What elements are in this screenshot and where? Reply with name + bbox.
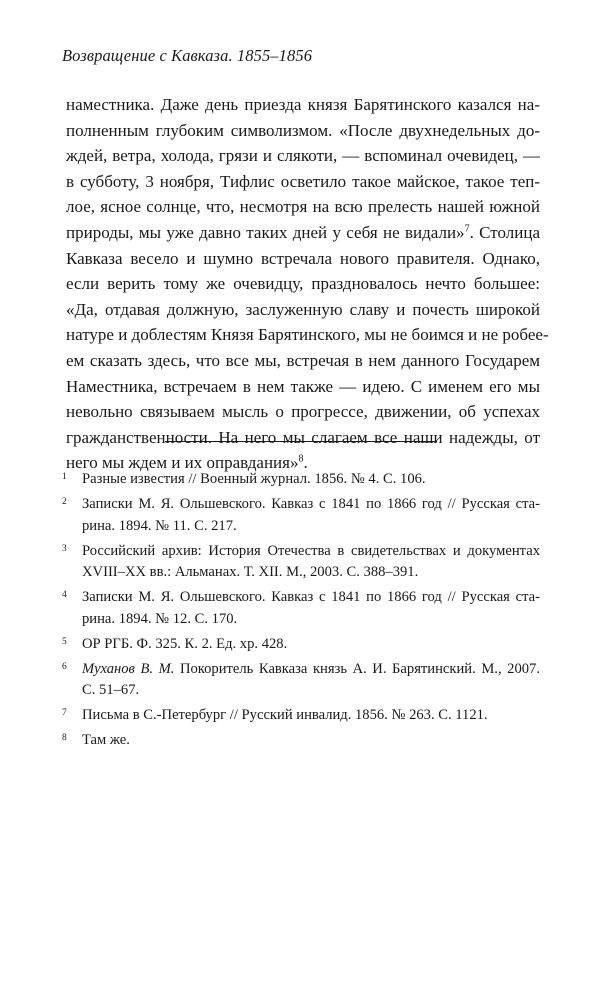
- text-line: «Да, отдавая должную, заслуженную славу и почесть широкой: [66, 299, 540, 319]
- text-line: натуре и доблестям Князя Барятинского, мы не боимся и не робее-: [66, 325, 549, 345]
- footnote-text: Там же.: [82, 732, 130, 748]
- footnote-text: Российский архив: История Отечества в свидетельствах и документах: [82, 542, 540, 559]
- footnote-text: Записки М. Я. Ольшевского. Кавказ с 1841 по 1866 год // Русская ста-: [82, 589, 540, 605]
- footnote-text: рина. 1894. № 11. С. 217.: [82, 517, 237, 534]
- footnote-text: Разные известия // Военный журнал. 1856. № 4. С. 106.: [82, 471, 426, 487]
- footnote-text: XVIII–XX вв.: Альманах. Т. XII. М., 2003. С. 388–391.: [82, 564, 419, 580]
- note-ref-7: 7: [464, 223, 470, 235]
- footnotes: [62, 469, 540, 755]
- footnote-author: Муханов В. М.: [82, 660, 175, 677]
- text-line: Наместника, встречаем в нем также — идею. С именем его мы: [66, 376, 540, 396]
- footnote-number: 4: [62, 590, 67, 600]
- footnote-text: Записки М. Я. Ольшевского. Кавказ с 1841 по 1866 год // Русская ста-: [82, 496, 540, 512]
- text-line-with-note: [66, 220, 540, 246]
- footnote-1: [62, 469, 540, 491]
- footnote-text: Письма в С.-Петербург // Русский инвалид. 1856. № 263. С. 1121.: [82, 707, 488, 723]
- text-line: если верить тому же очевидцу, праздновалось нечто большее:: [66, 274, 540, 294]
- footnote-number: 2: [62, 497, 67, 507]
- footnote-text: [82, 659, 540, 681]
- text-fragment: . Столица: [469, 222, 540, 242]
- footnote-7: [62, 705, 540, 727]
- footnote-number: 1: [62, 472, 67, 482]
- footnote-6: [62, 659, 540, 702]
- text-fragment: .: [303, 453, 308, 473]
- note-ref-8: 8: [298, 453, 304, 465]
- running-head: Возвращение с Кавказа. 1855–1856: [62, 46, 313, 65]
- footnote-4: [62, 587, 540, 630]
- footnote-fragment: Покоритель Кавказа князь А. И. Барятинский. М., 2007.: [174, 660, 540, 677]
- footnote-3: [62, 541, 540, 584]
- footnote-text: ОР РГБ. Ф. 325. К. 2. Ед. хр. 428.: [82, 635, 288, 652]
- main-text: [66, 92, 549, 476]
- footnote-number: 5: [62, 636, 67, 647]
- text-fragment: природы, мы уже давно таких дней у себя не видали»: [66, 222, 465, 242]
- footnote-divider: [165, 441, 437, 442]
- text-line: полненным глубоким символизмом. «После двухнедельных до-: [66, 120, 540, 140]
- footnote-8: [62, 730, 540, 752]
- footnote-number: 6: [62, 661, 67, 672]
- text-line: наместника. Даже день приезда князя Барятинского казался на-: [66, 95, 540, 114]
- text-fragment: него мы ждем и их оправдания»: [66, 453, 299, 473]
- footnote-text: рина. 1894. № 12. С. 170.: [82, 610, 238, 627]
- footnote-5: [62, 634, 540, 656]
- footnote-number: 8: [62, 733, 67, 743]
- text-line: ждей, ветра, холода, грязи и слякоти, — вспоминал очевидец, —: [66, 146, 540, 166]
- text-line: Кавказа весело и шумно встречала нового правителя. Однако,: [66, 248, 540, 268]
- text-line: в субботу, 3 ноября, Тифлис осветило такое майское, такое теп-: [66, 171, 540, 191]
- footnote-text: С. 51–67.: [82, 682, 140, 698]
- text-line: гражданственности. На него мы слагаем все наши надежды, от: [66, 427, 540, 447]
- text-line: ем сказать здесь, что все мы, встречая в нем данного Государем: [66, 350, 540, 370]
- text-line: невольно связываем мысль о прогрессе, движении, об успехах: [66, 402, 540, 422]
- footnote-number: 7: [62, 708, 67, 718]
- footnote-number: 3: [62, 543, 67, 554]
- text-line: лое, ясное солнце, что, несмотря на всю прелесть нашей южной: [66, 197, 540, 217]
- footnote-2: [62, 494, 540, 537]
